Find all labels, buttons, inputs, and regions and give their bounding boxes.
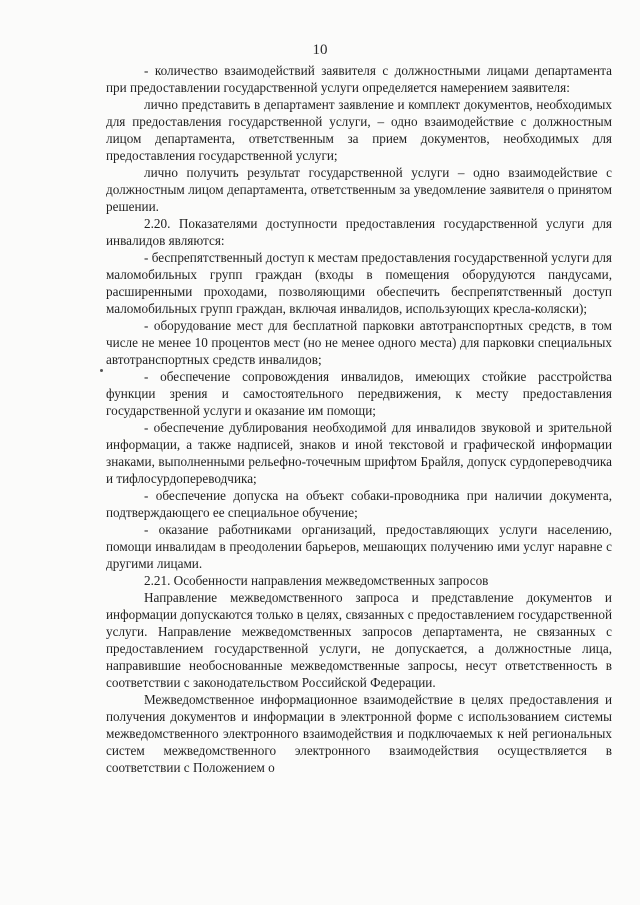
paragraph-assistance: - оказание работниками организаций, предоставляющих услуги населению, помощи инвалидам в преодолении барьеров, мешающих получению ими услуг наравне с другими лицами. [106, 522, 612, 571]
paragraph-duplication: - обеспечение дублирования необходимой для инвалидов звуковой и зрительной информации, а также надписей, знаков и иной текстовой и графической информации знаками, выполненными рельефно-точечным шрифтом Брайля, допуск сурдопереводчика и тифлосурдопереводчика; [106, 420, 612, 486]
scan-artifact-dot [100, 369, 103, 372]
paragraph-electronic-interaction: Межведомственное информационное взаимодействие в целях предоставления и получения документов и информации в электронной форме с использованием системы межведомственного электронного взаимодействия и подключаемых к ней региональных систем межведомственного электронного взаимодействия осуществляется в соответствии с Положением о [106, 692, 612, 775]
paragraph-section-2-21: 2.21. Особенности направления межведомственных запросов [144, 573, 489, 588]
document-body [106, 62, 612, 776]
paragraph-submit-documents: лично представить в департамент заявление и комплект документов, необходимых для предоставления государственной услуги, – одно взаимодействие с должностным лицом департамента, ответственным за прием документов, необходимых для предоставления государственной услуги; [106, 97, 612, 163]
paragraph-receive-result: лично получить результат государственной услуги – одно взаимодействие с должностным лицом департамента, ответственным за уведомление заявителя о принятом решении. [106, 165, 612, 214]
paragraph-interaction-count: - количество взаимодействий заявителя с должностными лицами департамента при предоставлении государственной услуги определяется намерением заявителя: [106, 63, 612, 95]
paragraph-escort: - обеспечение сопровождения инвалидов, имеющих стойкие расстройства функции зрения и самостоятельного передвижения, к месту предоставления государственной услуги и оказание им помощи; [106, 369, 612, 418]
paragraph-interagency-requests: Направление межведомственного запроса и представление документов и информации допускаются только в целях, связанных с предоставлением государственной услуги. Направление межведомственных запросов департамента, не связанных с предоставлением государственной услуги, не допускается, а должностные лица, направившие необоснованные межведомственные запросы, несут ответственность в соответствии с законодательством Российской Федерации. [106, 590, 612, 690]
paragraph-section-2-20: 2.20. Показателями доступности предоставления государственной услуги для инвалидов являются: [106, 216, 612, 248]
paragraph-barrier-free-access: - беспрепятственный доступ к местам предоставления государственной услуги для маломобильных групп граждан (входы в помещения оборудуются пандусами, расширенными проходами, позволяющими обеспечить беспрепятственный доступ маломобильных групп граждан, включая инвалидов, использующих кресла-коляски); [106, 250, 612, 316]
paragraph-parking: - оборудование мест для бесплатной парковки автотранспортных средств, в том числе не менее 10 процентов мест (но не менее одного места) для парковки специальных автотранспортных средств инвалидов; [106, 318, 612, 367]
page-number: 10 [312, 42, 328, 58]
paragraph-guide-dog: - обеспечение допуска на объект собаки-проводника при наличии документа, подтверждающего ее специальное обучение; [106, 488, 612, 520]
